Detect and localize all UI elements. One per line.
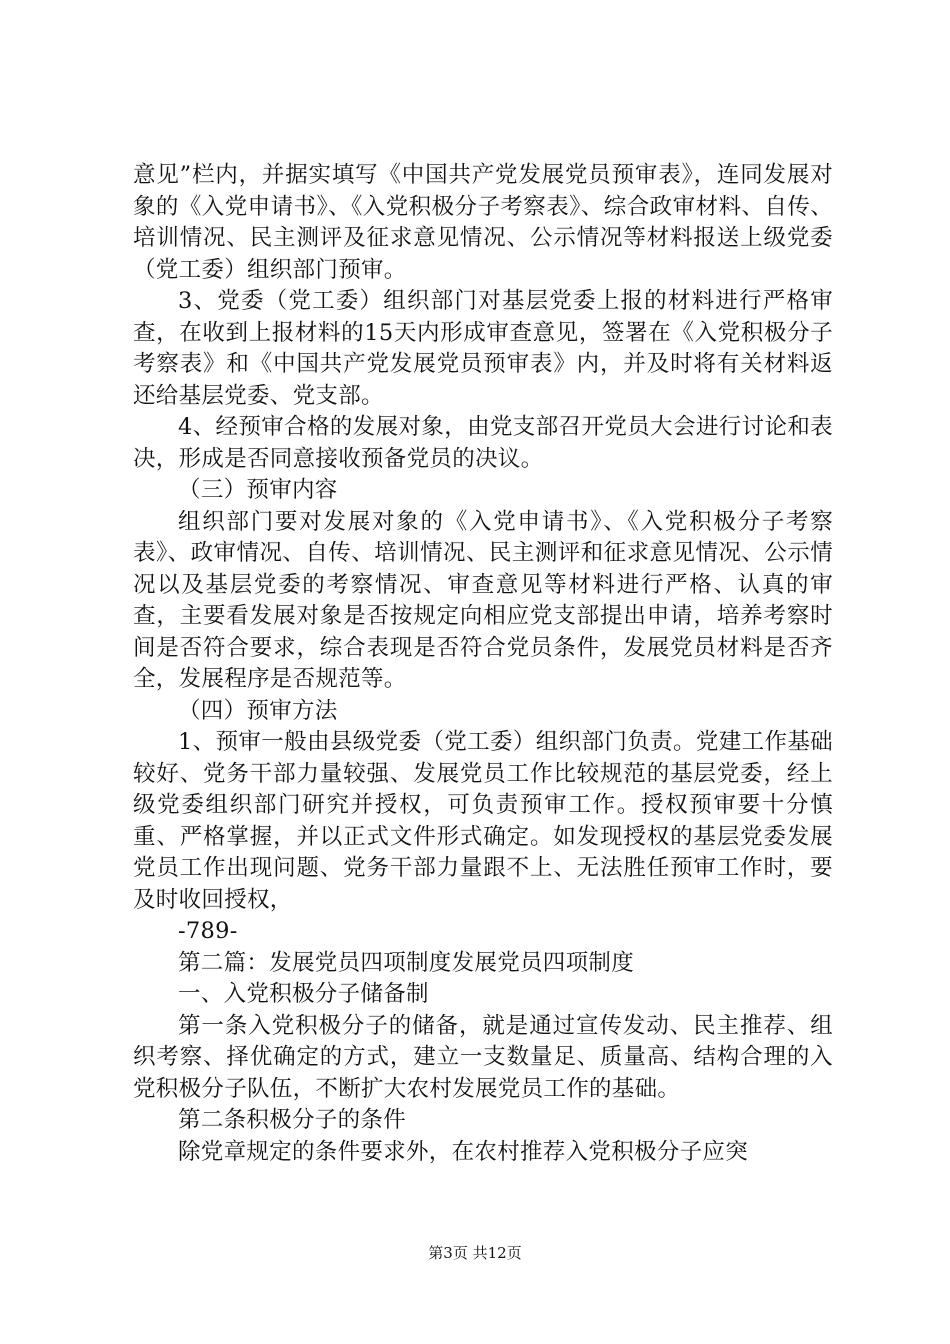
section-heading-3: （三）预审内容 xyxy=(178,477,338,503)
section-heading-1: 一、入党积极分子储备制 xyxy=(178,981,429,1007)
section-heading-4: （四）预审方法 xyxy=(178,697,338,724)
paragraph-2: 3、党委（党工委）组织部门对基层党委上报的材料进行严格审查，在收到上报材料的15天内形成审查意见，签署在《入党积极分子考察表》和《中国共产党发展党员预审表》内，并及时将有关材料返还给基层党委、党支部。 xyxy=(133,288,833,409)
paragraph-5: 1、预审一般由县级党委（党工委）组织部门负责。党建工作基础较好、党务干部力量较强、发展党员工作比较规范的基层党委，经上级党委组织部门研究并授权，可负责预审工作。授权预审要十分慎重、严格掌握，并以正式文件形式确定。如发现授权的基层党委发展党员工作出现问题、党务干部力量跟不上、无法胜任预审工作时，要及时收回授权， xyxy=(133,729,833,913)
document-body xyxy=(133,160,833,1168)
article-2-heading: 第二条积极分子的条件 xyxy=(178,1107,407,1133)
article-1: 第一条入党积极分子的储备，就是通过宣传发动、民主推荐、组织考察、择优确定的方式，建立一支数量足、质量高、结构合理的入党积极分子队伍，不断扩大农村发展党员工作的基础。 xyxy=(133,1012,833,1102)
paragraph-1: 意见”栏内，并据实填写《中国共产党发展党员预审表》，连同发展对象的《入党申请书》、《入党积极分子考察表》、综合政审材料、自传、培训情况、民主测评及征求意见情况、公示情况等材料报送上级党委（党工委）组织部门预审。 xyxy=(133,162,833,283)
paragraph-3: 4、经预审合格的发展对象，由党支部召开党员大会进行讨论和表决，形成是否同意接收预备党员的决议。 xyxy=(133,414,833,472)
chapter-title: 第二篇：发展党员四项制度发展党员四项制度 xyxy=(178,949,635,976)
article-2-body: 除党章规定的条件要求外，在农村推荐入党积极分子应突 xyxy=(178,1138,749,1165)
inline-page-number: -789- xyxy=(178,918,238,944)
page-footer: 第3页 共12页 xyxy=(428,1244,522,1262)
paragraph-4: 组织部门要对发展对象的《入党申请书》、《入党积极分子考察表》、政审情况、自传、培训情况、民主测评和征求意见情况、公示情况以及基层党委的考察情况、审查意见等材料进行严格、认真的审查，主要看发展对象是否按规定向相应党支部提出申请，培养考察时间是否符合要求，综合表现是否符合党员条件，发展党员材料是否齐全，发展程序是否规范等。 xyxy=(133,508,833,692)
